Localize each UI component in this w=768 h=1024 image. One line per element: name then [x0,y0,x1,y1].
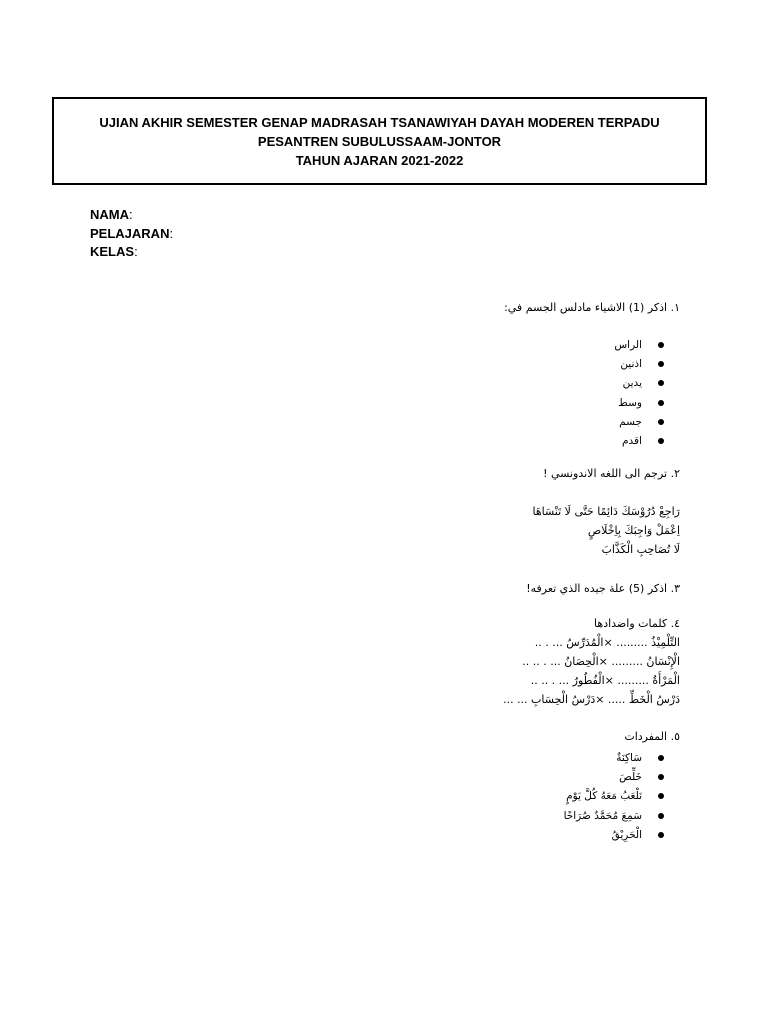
bullet-icon [658,419,664,425]
header-year: TAHUN AJARAN 2021-2022 [295,152,464,168]
bullet-icon [658,813,664,819]
question-1-prompt: ١. اذكر (1) الاشياء مادلس الجسم في: [504,301,680,314]
list-item: جسم [614,412,664,431]
question-2-sentence-2: اِعْمَلْ وَاجِبَكَ بِاِخْلَاصٍ [587,524,680,537]
question-5-list [564,748,664,844]
question-4-prompt: ٤. كلمات واضدادها [594,617,680,630]
question-4-pair-1: التِّلْمِيْذُ ......... ×الْمُدَرِّسُ ... . .. [534,636,680,649]
bullet-icon [658,361,664,367]
bullet-icon [658,380,664,386]
bullet-icon [658,793,664,799]
question-2-sentence-1: رَاجِعْ دُرُوْسَكَ دَائِمًا حَتَّى لَا تَنْسَاهَا [532,505,680,518]
question-5-prompt: ٥. المفردات [624,730,680,743]
bullet-icon [658,832,664,838]
question-3-prompt: ٣. اذكر (5) علة جيده الذي تعرفه! [526,582,680,595]
list-item: وسط [614,393,664,412]
bullet-icon [658,400,664,406]
bullet-icon [658,342,664,348]
field-nama-colon: : [129,207,133,222]
exam-header [52,97,707,185]
question-4-pair-2: الْإِنْسَانُ ......... ×الْحِصَانُ ... . .. .. [522,655,680,668]
list-item: اذنين [614,354,664,373]
list-item: يدين [614,374,664,393]
list-item: الْحَرِيْقُ [564,825,664,844]
list-item: سَمِعَ مُحَمَّدٌ صُرَاخًا [564,806,664,825]
question-2-prompt: ٢. ترجم الى اللغه الاندونسي ! [543,467,680,480]
field-pelajaran-colon: : [169,226,174,241]
field-nama-label: NAMA [90,207,129,222]
list-item: خَلِّصَ [564,767,664,786]
bullet-icon [658,755,664,761]
question-4-pair-3: الْمَرْأَةُ ......... ×الْفُطُورُ ... . .. .. [530,674,680,687]
field-pelajaran-label: PELAJARAN [90,226,170,241]
list-item: نَلْعَبُ مَعَهُ كُلَّ يَوْمٍ [564,787,664,806]
field-pelajaran [90,224,173,243]
question-1-list [614,335,664,451]
field-kelas-colon: : [134,244,138,259]
question-2-sentence-3: لَا تُصَاحِبِ الْكَذَّابَ [601,543,680,556]
field-kelas-label: KELAS [90,244,135,259]
bullet-icon [658,774,664,780]
header-title: UJIAN AKHIR SEMESTER GENAP MADRASAH TSANAWIYAH DAYAH MODEREN TERPADU [99,114,660,130]
field-kelas [90,242,138,261]
list-item: سَاكِنَةٌ [564,748,664,767]
question-4-pair-4: دَرْسُ الْخَطِّ ..... ×دَرْسُ الْحِسَابِ ... ... [503,693,680,706]
list-item: الراس [614,335,664,354]
list-item: اقدم [614,431,664,450]
bullet-icon [658,438,664,444]
field-nama [90,205,133,224]
header-school: PESANTREN SUBULUSSAAM-JONTOR [257,133,502,149]
